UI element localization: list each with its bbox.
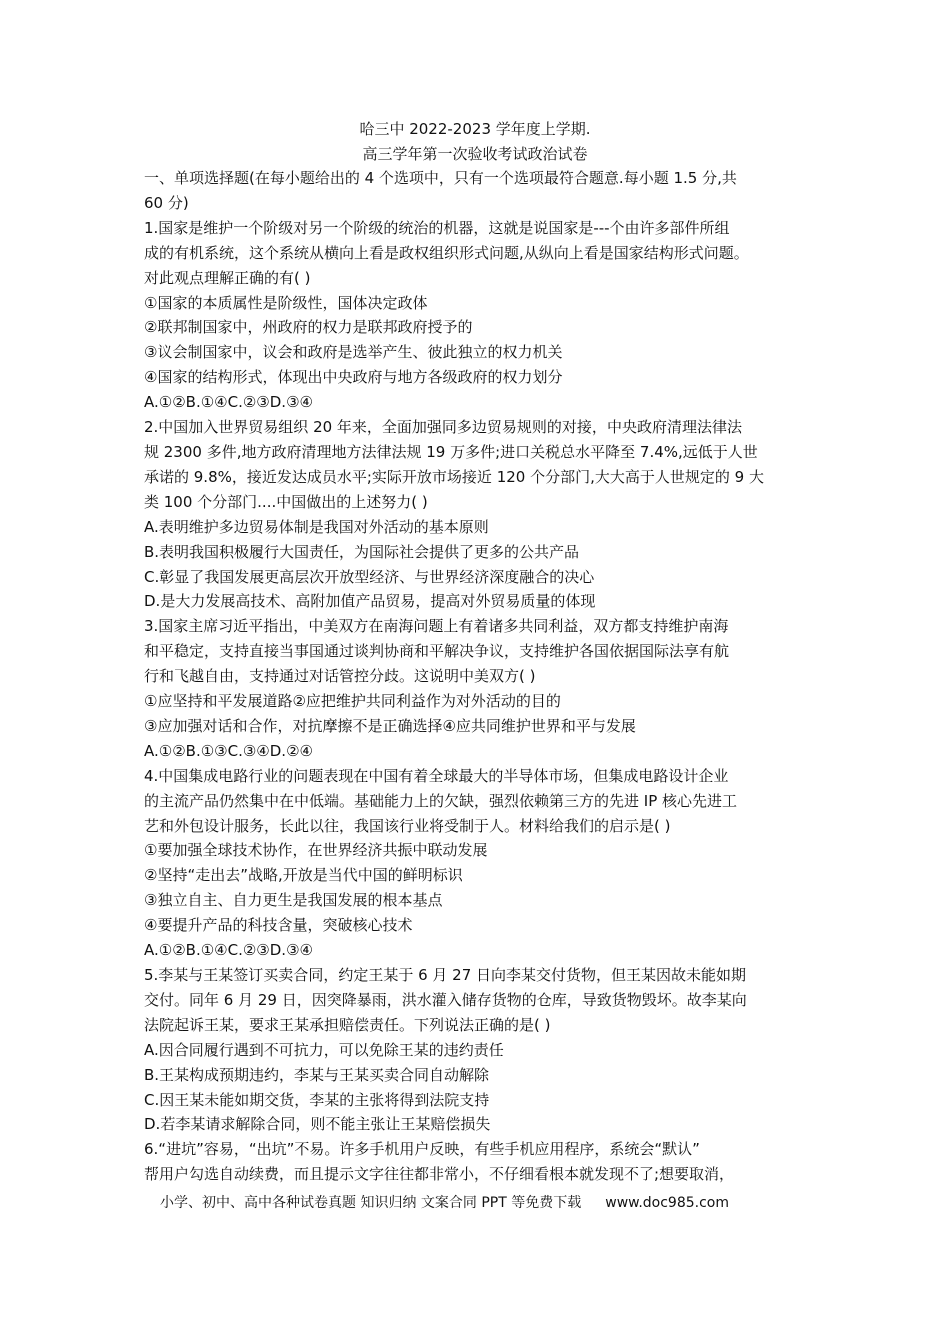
text-line: 一、单项选择题(在每小题给出的 4 个选项中，只有一个选项最符合题意.每小题 1.5 分,共 xyxy=(144,169,737,187)
text-line: D.是大力发展高技术、高附加值产品贸易，提高对外贸易质量的体现 xyxy=(144,592,596,611)
text-line: 4.中国集成电路行业的问题表现在中国有着全球最大的半导体市场，但集成电路设计企业 xyxy=(144,766,729,785)
text-line: 的主流产品仍然集中在中低端。基础能力上的欠缺，强烈依赖第三方的先进 IP 核心先进工 xyxy=(144,791,738,810)
text-line: ②坚持“走出去”战略,开放是当代中国的鲜明标识 xyxy=(144,866,463,885)
text-line: ①国家的本质属性是阶级性，国体决定政体 xyxy=(144,293,428,312)
text-line: 艺和外包设计服务，长此以往，我国该行业将受制于人。材料给我们的启示是( ) xyxy=(144,816,671,835)
text-line: 行和飞越自由，支持通过对话管控分歧。这说明中美双方( ) xyxy=(144,667,536,686)
text-line: 规 2300 多件,地方政府清理地方法律法规 19 万多件;进口关税总水平降至 7.4%,远低于人世 xyxy=(144,442,758,461)
text-line: ④要提升产品的科技含量，突破核心技术 xyxy=(144,916,413,935)
footer-text: 小学、初中、高中各种试卷真题 知识归纳 文案合同 PPT 等免费下载 xyxy=(160,1195,582,1211)
text-line: A.因合同履行遇到不可抗力，可以免除王某的违约责任 xyxy=(144,1040,504,1059)
text-line: 类 100 个分部门....中国做出的上述努力( ) xyxy=(144,492,428,511)
text-line: A.①②B.①④C.②③D.③④ xyxy=(144,393,313,412)
document-body xyxy=(144,166,824,1187)
text-line: 1.国家是维护一个阶级对另一个阶级的统治的机器，这就是说国家是---个由许多部件所组 xyxy=(144,218,730,237)
title-block xyxy=(0,117,950,167)
text-line: 60 分) xyxy=(144,193,189,212)
text-line: 法院起诉王某，要求王某承担赔偿责任。下列说法正确的是( ) xyxy=(144,1015,551,1034)
text-line: ③议会制国家中，议会和政府是选举产生、彼此独立的权力机关 xyxy=(144,343,563,362)
text-line: 6.“进坑”容易，“出坑”不易。许多手机用户反映，有些手机应用程序，系统会“默认” xyxy=(144,1140,700,1159)
document-subtitle: 高三学年第一次验收考试政治试卷 xyxy=(362,145,588,163)
text-line: 和平稳定，支持直接当事国通过谈判协商和平解决争议，支持维护各国依据国际法享有航 xyxy=(144,642,730,661)
text-line: 帮用户勾选自动续费，而且提示文字往往都非常小，不仔细看根本就发现不了;想要取消， xyxy=(144,1165,735,1184)
text-line: ④国家的结构形式，体现出中央政府与地方各级政府的权力划分 xyxy=(144,368,563,387)
text-line: B.王某构成预期违约，李某与王某买卖合同自动解除 xyxy=(144,1065,490,1084)
text-line: A.①②B.①③C.③④D.②④ xyxy=(144,741,313,760)
text-line: ②联邦制国家中，州政府的权力是联邦政府授予的 xyxy=(144,318,473,337)
text-line: 成的有机系统，这个系统从横向上看是政权组织形式问题,从纵向上看是国家结构形式问题。 xyxy=(144,243,749,262)
text-line: ③应加强对话和合作，对抗摩擦不是正确选择④应共同维护世界和平与发展 xyxy=(144,716,636,735)
text-line: 5.李某与王某签订买卖合同，约定王某于 6 月 27 日向李某交付货物，但王某因故未能如期 xyxy=(144,966,747,984)
text-line: ①应坚持和平发展道路②应把维护共同利益作为对外活动的目的 xyxy=(144,692,561,711)
text-line: A.①②B.①④C.②③D.③④ xyxy=(144,941,313,960)
page-footer xyxy=(160,1192,820,1214)
text-line: 2.中国加入世界贸易组织 20 年来，全面加强同多边贸易规则的对接，中央政府清理法律法 xyxy=(144,418,742,437)
text-line: ①要加强全球技术协作，在世界经济共振中联动发展 xyxy=(144,841,488,860)
text-line: 承诺的 9.8%，接近发达成员水平;实际开放市场接近 120 个分部门,大大高于人世规定的 9 大 xyxy=(144,467,764,486)
text-line: C.彰显了我国发展更高层次开放型经济、与世界经济深度融合的决心 xyxy=(144,567,595,586)
text-line: 交付。同年 6 月 29 日，因突降暴雨，洪水灌入储存货物的仓库，导致货物毁坏。故李某向 xyxy=(144,990,747,1009)
text-line: B.表明我国积极履行大国责任，为国际社会提供了更多的公共产品 xyxy=(144,542,580,561)
document-title: 哈三中 2022-2023 学年度上学期. xyxy=(359,120,591,138)
text-line: ③独立自主、自力更生是我国发展的根本基点 xyxy=(144,891,443,910)
text-line: 3.国家主席习近平指出，中美双方在南海问题上有着诸多共同利益，双方都支持维护南海 xyxy=(144,617,729,636)
footer-website: www.doc985.com xyxy=(605,1195,729,1211)
text-line: 对此观点理解正确的有( ) xyxy=(144,268,311,287)
text-line: C.因王某未能如期交货，李某的主张将得到法院支持 xyxy=(144,1090,490,1109)
text-line: D.若李某请求解除合同，则不能主张让王某赔偿损失 xyxy=(144,1115,491,1134)
text-line: A.表明维护多边贸易体制是我国对外活动的基本原则 xyxy=(144,517,489,536)
